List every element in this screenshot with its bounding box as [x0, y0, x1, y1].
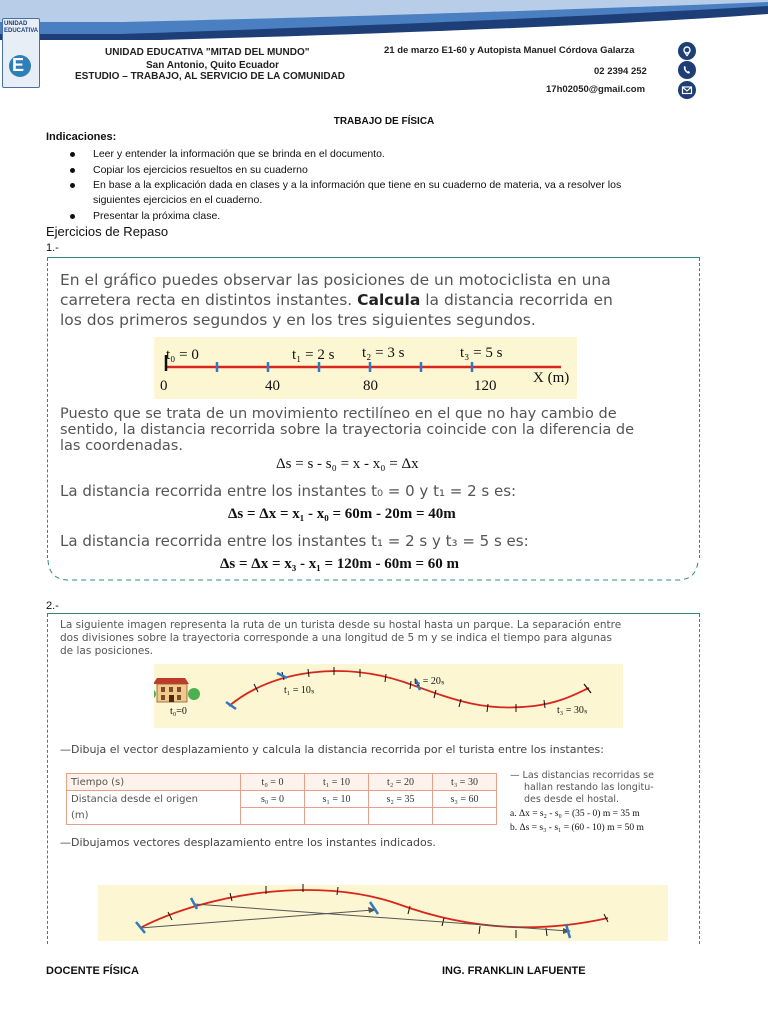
ex1-intro-line: los dos primeros segundos y en los tres siguientes segundos. [60, 311, 536, 329]
calc-b: b. Δs = s₃ - s₁ = (60 - 10) m = 50 m [510, 823, 644, 833]
exercise-number: 1.- [46, 242, 59, 254]
ex1-intro-line: carretera recta en distintos instantes. Calcula la distancia recorrida en [60, 291, 613, 309]
indications-label: Indicaciones: [46, 131, 117, 143]
ex1-intro-line: En el gráfico puedes observar las posiciones de un motociclista en una [60, 271, 611, 289]
table-row: Distancia desde el origen s₀ = 0 s₁ = 10 s₂ = 35 s₃ = 60 [67, 791, 497, 808]
calc-a: a. Δx = s₂ - s₀ = (35 - 0) m = 35 m [510, 809, 640, 819]
route-label: t₁ = 10ₛ [284, 685, 315, 696]
route-label: t₀=0 [170, 706, 187, 717]
note-line: hallan restando las longitu- [524, 782, 654, 793]
data-table [66, 773, 497, 825]
document-title: TRABAJO DE FÍSICA [333, 116, 435, 127]
ex2-instruction: —Dibuja el vector desplazamiento y calcula la distancia recorrida por el turista entre los instantes: [60, 743, 604, 756]
position-label: 40 [265, 378, 280, 394]
school-location: San Antonio, Quito Ecuador [146, 60, 279, 71]
ex1-explanation-line: sentido, la distancia recorrida sobre la trayectoria coincide con la diferencia de [60, 422, 635, 438]
phone-icon [678, 61, 696, 79]
school-name: UNIDAD EDUCATIVA "MITAD DEL MUNDO" [105, 47, 310, 58]
logo-letter: E [12, 55, 25, 75]
position-label: 0 [160, 378, 168, 394]
box-left-border [47, 258, 52, 558]
tick-t0 [226, 702, 236, 709]
table-row: (m) [67, 808, 497, 825]
school-logo [2, 18, 40, 88]
footer-left: DOCENTE FÍSICA [46, 965, 139, 977]
mail-icon [678, 81, 696, 99]
footer-right: ING. FRANKLIN LAFUENTE [442, 965, 586, 977]
time-label: t₀ = 0 [166, 347, 199, 363]
dist2-text: La distancia recorrida entre los instantes t₁ = 2 s y t₃ = 5 s es: [60, 532, 529, 550]
general-formula: Δs = s - s₀ = x - x₀ = Δx [276, 456, 419, 472]
section-title: Ejercicios de Repaso [46, 224, 169, 239]
box-left-border [47, 614, 52, 944]
box-right-border [695, 614, 700, 944]
tourist-route [154, 664, 623, 728]
ex2-intro-line: de las posiciones. [60, 645, 154, 657]
bullet-icon [70, 168, 75, 173]
ex1-explanation-line: Puesto que se trata de un movimiento rectilíneo en el que no hay cambio de [60, 406, 617, 422]
bullet-icon [70, 214, 75, 219]
time-label: t₂ = 3 s [362, 345, 405, 361]
header-band [0, 0, 768, 40]
displacement-vector-b [194, 904, 568, 931]
hostal-icon [154, 678, 200, 702]
dist1-formula: Δs = Δx = x₁ - x₀ = 60m - 20m = 40m [228, 506, 456, 522]
route-label: t₂ = 20ₛ [414, 676, 445, 687]
ex2-intro-line: dos divisiones sobre la trayectoria corresponde a una longitud de 5 m y se indica el tiempo para algunas [60, 632, 612, 644]
exercise-number: 2.- [46, 600, 59, 612]
displacement-vectors [98, 878, 668, 943]
table-row: Tiempo (s) t₀ = 0 t₁ = 10 t₂ = 20 t₃ = 30 [67, 774, 497, 791]
bullet-icon [70, 183, 75, 188]
location-icon [678, 42, 696, 60]
time-label: t₁ = 2 s [292, 347, 335, 363]
phone-text: 02 2394 252 [594, 66, 647, 77]
dist2-formula: Δs = Δx = x₃ - x₁ = 120m - 60m = 60 m [220, 556, 460, 572]
box-right-border [695, 258, 700, 558]
note-line: des desde el hostal. [524, 794, 620, 805]
ex1-explanation-line: las coordenadas. [60, 438, 183, 454]
route-label: t₃ = 30ₛ [557, 705, 588, 716]
school-motto: ESTUDIO – TRABAJO, AL SERVICIO DE LA COMUNIDAD [75, 71, 346, 82]
tick-t3 [584, 684, 591, 693]
email-text[interactable]: 17h02050@gmail.com [546, 84, 646, 95]
logo-text: UNIDAD EDUCATIVA [4, 21, 39, 34]
address-text: 21 de marzo E1-60 y Autopista Manuel Córdova Galarza [384, 45, 635, 56]
header-waves [0, 0, 768, 40]
note-line: — Las distancias recorridas se [510, 770, 654, 781]
route-ticks [168, 884, 608, 938]
ex2-intro-line: La siguiente imagen representa la ruta de un turista desde su hostal hasta un parque. La separación entre [60, 619, 622, 631]
tick-t2 [370, 902, 378, 914]
bullet-icon [70, 152, 75, 157]
position-label: 120 [474, 378, 497, 394]
ex2-vectors-text: —Dibujamos vectores desplazamiento entre los instantes indicados. [60, 836, 436, 849]
dist1-text: La distancia recorrida entre los instantes t₀ = 0 y t₁ = 2 s es: [60, 482, 517, 500]
axis-unit-label: X (m) [533, 370, 570, 386]
position-label: 80 [363, 378, 378, 394]
time-label: t₃ = 5 s [460, 345, 503, 361]
